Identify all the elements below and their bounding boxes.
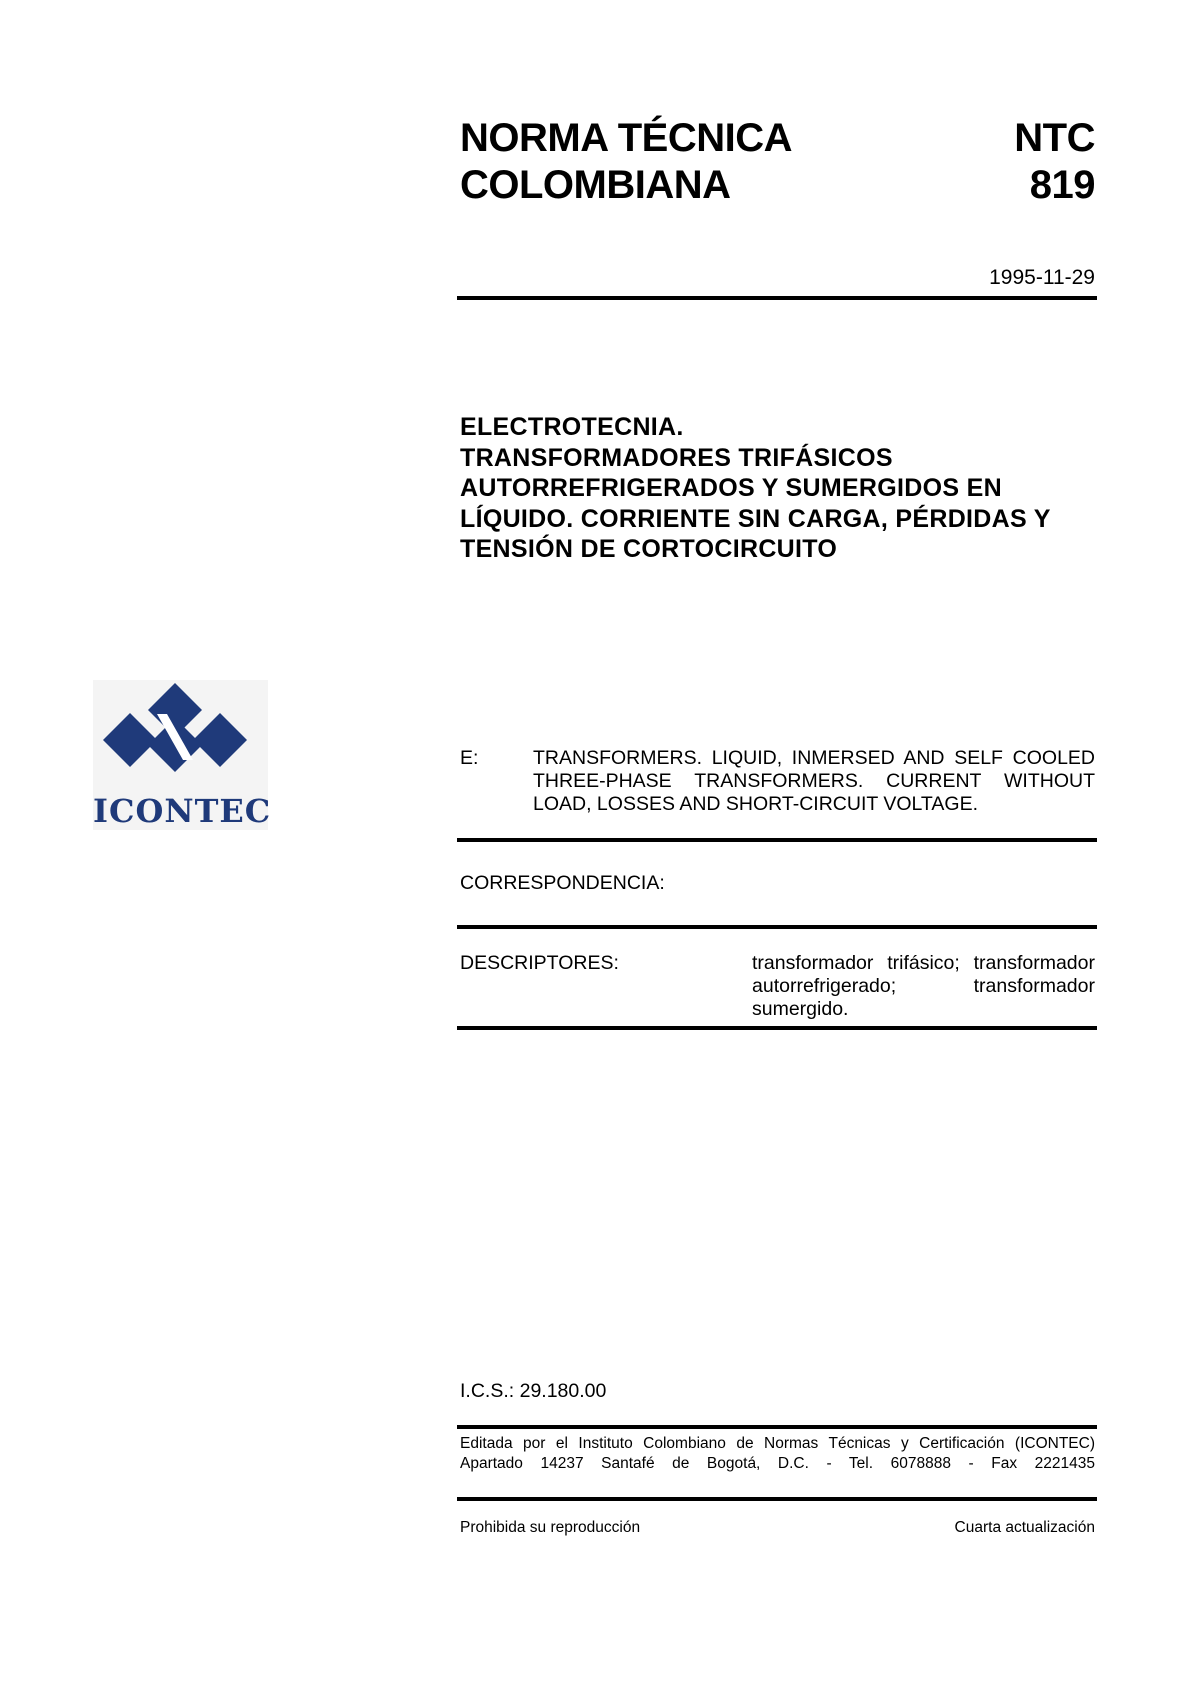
standard-title-line1: NORMA TÉCNICA	[460, 116, 792, 160]
icontec-logo	[93, 680, 272, 830]
english-line: TRANSFORMERS. LIQUID, INMERSED AND SELF COOLED	[533, 747, 1095, 769]
descriptores-list	[752, 952, 1095, 1021]
descriptor-line: sumergido.	[752, 998, 849, 1020]
standard-code-line1: NTC	[1014, 116, 1095, 160]
ics-code: I.C.S.: 29.180.00	[460, 1380, 607, 1402]
document-title	[460, 412, 1100, 565]
ics-divider	[457, 1425, 1097, 1429]
footer-edition: Cuarta actualización	[954, 1519, 1095, 1536]
standard-code-line2: 819	[1029, 163, 1095, 207]
header-divider	[457, 296, 1097, 300]
descriptor-line: autorrefrigerado; transformador	[752, 975, 1095, 997]
correspondencia-divider	[457, 925, 1097, 929]
title-line: TRANSFORMADORES TRIFÁSICOS	[460, 443, 893, 472]
english-line: THREE-PHASE TRANSFORMERS. CURRENT WITHOUT	[533, 770, 1095, 792]
title-line: ELECTROTECNIA.	[460, 413, 684, 441]
title-line: TENSIÓN DE CORTOCIRCUITO	[460, 535, 838, 563]
footer-reproduction-notice: Prohibida su reproducción	[460, 1519, 641, 1536]
title-line: AUTORREFRIGERADOS Y SUMERGIDOS EN	[460, 474, 1002, 502]
english-title	[533, 747, 1095, 816]
publication-date: 1995-11-29	[989, 266, 1095, 289]
editorial-line2: Apartado 14237 Santafé de Bogotá, D.C. - Tel. 6078888 - Fax 2221435	[460, 1454, 1095, 1472]
logo-wordmark: ICONTEC	[93, 792, 272, 830]
editorial-divider	[457, 1497, 1097, 1501]
descriptores-divider	[457, 1026, 1097, 1030]
english-label: E:	[460, 747, 479, 769]
english-line: LOAD, LOSSES AND SHORT-CIRCUIT VOLTAGE.	[533, 793, 978, 815]
descriptor-line: transformador trifásico; transformador	[752, 952, 1095, 974]
editorial-line1: Editada por el Instituto Colombiano de Normas Técnicas y Certificación (ICONTEC)	[460, 1435, 1095, 1452]
standard-title-line2: COLOMBIANA	[460, 163, 731, 207]
title-line: LÍQUIDO. CORRIENTE SIN CARGA, PÉRDIDAS Y	[460, 504, 1051, 533]
editorial-info	[460, 1434, 1095, 1473]
descriptores-label: DESCRIPTORES:	[460, 952, 619, 974]
correspondencia-label: CORRESPONDENCIA:	[460, 872, 665, 894]
english-divider	[457, 838, 1097, 842]
